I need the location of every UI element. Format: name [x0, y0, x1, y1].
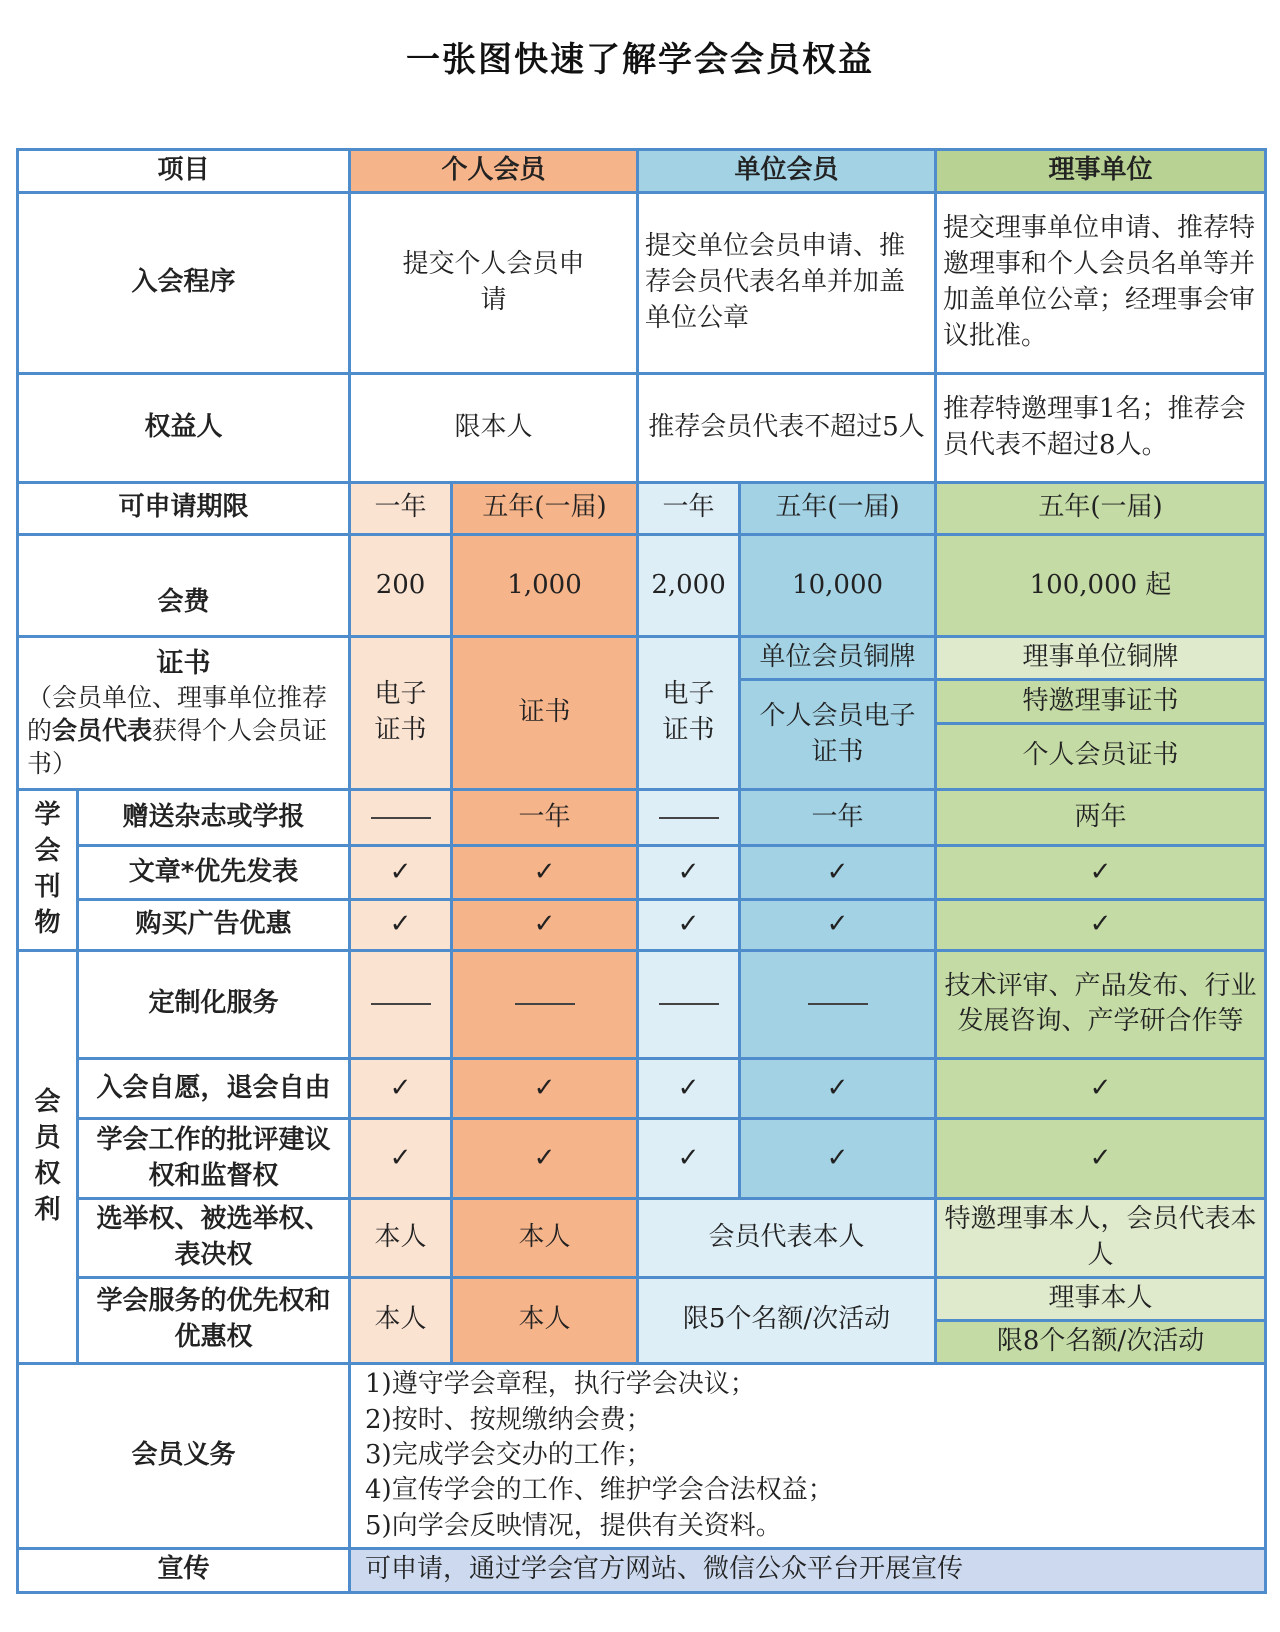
header-unit: 单位会员	[638, 150, 936, 193]
journal-unit-5y: 一年	[740, 789, 936, 845]
promo-row	[18, 1548, 1266, 1592]
period-personal-5y: 五年(一届)	[452, 482, 638, 534]
custom-personal-5y	[452, 950, 638, 1059]
promo-label: 宣传	[18, 1548, 350, 1592]
custom-row	[18, 950, 1266, 1059]
duties-row	[18, 1363, 1266, 1548]
cert-label: 证书	[156, 647, 211, 679]
priority-personal-1y: 本人	[350, 1277, 452, 1363]
journal-row	[18, 789, 1266, 845]
priority-unit: 限5个名额/次活动	[638, 1277, 936, 1363]
ad-row	[18, 900, 1266, 950]
cert-unit-1y: 电子证书	[638, 637, 740, 790]
cert-council-special: 特邀理事证书	[936, 680, 1266, 723]
priority-label: 学会服务的优先权和优惠权	[78, 1277, 350, 1363]
journal-unit-1y	[638, 789, 740, 845]
journal-council: 两年	[936, 789, 1266, 845]
custom-council: 技术评审、产品发布、行业发展咨询、产学研合作等	[936, 950, 1266, 1059]
beneficiary-row	[18, 374, 1266, 483]
check-mark: ✓	[350, 900, 452, 950]
vote-personal-5y: 本人	[452, 1198, 638, 1277]
fee-unit-5y: 10,000	[740, 534, 936, 637]
vote-unit: 会员代表本人	[638, 1198, 936, 1277]
cert-personal-1y: 电子证书	[350, 637, 452, 790]
vote-personal-1y: 本人	[350, 1198, 452, 1277]
check-mark: ✓	[638, 900, 740, 950]
custom-unit-1y	[638, 950, 740, 1059]
voluntary-label: 入会自愿，退会自由	[78, 1059, 350, 1119]
dash-mark	[515, 1003, 575, 1005]
join-personal: 提交个人会员申请	[350, 193, 638, 374]
priority-council-b: 限8个名额/次活动	[936, 1320, 1266, 1363]
header-row	[18, 150, 1266, 193]
supervise-row	[18, 1119, 1266, 1198]
cert-personal-5y: 证书	[452, 637, 638, 790]
cert-note: （会员单位、理事单位推荐的会员代表获得个人会员证书）	[27, 683, 328, 779]
cert-unit-plaque: 单位会员铜牌	[740, 637, 936, 680]
rights-group-label: 会员权利	[18, 950, 78, 1363]
join-council: 提交理事单位申请、推荐特邀理事和个人会员名单等并加盖单位公章；经理事会审议批准。	[936, 193, 1266, 374]
check-mark: ✓	[740, 1119, 936, 1198]
check-mark: ✓	[638, 1119, 740, 1198]
custom-unit-5y	[740, 950, 936, 1059]
period-unit-1y: 一年	[638, 482, 740, 534]
article-label: 文章*优先发表	[78, 846, 350, 900]
fee-personal-1y: 200	[350, 534, 452, 637]
fee-unit-1y: 2,000	[638, 534, 740, 637]
article-row	[18, 846, 1266, 900]
cert-label-cell	[18, 637, 350, 790]
dash-mark	[808, 1003, 868, 1005]
beneficiary-unit: 推荐会员代表不超过5人	[638, 374, 936, 483]
join-unit: 提交单位会员申请、推荐会员代表名单并加盖单位公章	[638, 193, 936, 374]
period-council-5y: 五年(一届)	[936, 482, 1266, 534]
check-mark: ✓	[452, 900, 638, 950]
journal-personal-1y	[350, 789, 452, 845]
check-mark: ✓	[350, 846, 452, 900]
cert-row	[18, 637, 1266, 680]
priority-council-a: 理事本人	[936, 1277, 1266, 1320]
join-row	[18, 193, 1266, 374]
journal-group-label: 学会刊物	[18, 789, 78, 950]
beneficiary-council: 推荐特邀理事1名；推荐会员代表不超过8人。	[936, 374, 1266, 483]
promo-text: 可申请，通过学会官方网站、微信公众平台开展宣传	[350, 1548, 1266, 1592]
cert-council-personal: 个人会员证书	[936, 723, 1266, 789]
check-mark: ✓	[638, 1059, 740, 1119]
cert-unit-ecert: 个人会员电子证书	[740, 680, 936, 789]
benefits-table	[16, 148, 1267, 1594]
priority-personal-5y: 本人	[452, 1277, 638, 1363]
check-mark: ✓	[936, 1119, 1266, 1198]
journal-label: 赠送杂志或学报	[78, 789, 350, 845]
check-mark: ✓	[936, 846, 1266, 900]
cert-council-plaque: 理事单位铜牌	[936, 637, 1266, 680]
fee-personal-5y: 1,000	[452, 534, 638, 637]
supervise-label: 学会工作的批评建议权和监督权	[78, 1119, 350, 1198]
journal-personal-5y: 一年	[452, 789, 638, 845]
check-mark: ✓	[936, 1059, 1266, 1119]
check-mark: ✓	[740, 1059, 936, 1119]
check-mark: ✓	[452, 1059, 638, 1119]
check-mark: ✓	[350, 1059, 452, 1119]
check-mark: ✓	[740, 846, 936, 900]
dash-mark	[659, 1003, 719, 1005]
vote-council: 特邀理事本人，会员代表本人	[936, 1198, 1266, 1277]
voluntary-row	[18, 1059, 1266, 1119]
fee-row	[18, 534, 1266, 637]
vote-row	[18, 1198, 1266, 1277]
check-mark: ✓	[350, 1119, 452, 1198]
check-mark: ✓	[936, 900, 1266, 950]
custom-personal-1y	[350, 950, 452, 1059]
join-label: 入会程序	[18, 193, 350, 374]
period-unit-5y: 五年(一届)	[740, 482, 936, 534]
check-mark: ✓	[638, 846, 740, 900]
duties-list	[350, 1363, 1266, 1548]
fee-label: 会费	[18, 534, 350, 637]
header-council: 理事单位	[936, 150, 1266, 193]
header-personal: 个人会员	[350, 150, 638, 193]
period-row	[18, 482, 1266, 534]
dash-mark	[371, 817, 431, 819]
period-personal-1y: 一年	[350, 482, 452, 534]
header-item: 项目	[18, 150, 350, 193]
page-title: 一张图快速了解学会会员权益	[406, 40, 874, 80]
duty-item: 3)完成学会交办的工作；	[365, 1440, 652, 1471]
check-mark: ✓	[452, 846, 638, 900]
duties-label: 会员义务	[18, 1363, 350, 1548]
beneficiary-personal: 限本人	[350, 374, 638, 483]
custom-label: 定制化服务	[78, 950, 350, 1059]
fee-council: 100,000 起	[936, 534, 1266, 637]
ad-label: 购买广告优惠	[78, 900, 350, 950]
check-mark: ✓	[452, 1119, 638, 1198]
priority-row	[18, 1277, 1266, 1320]
duty-item: 1)遵守学会章程，执行学会决议；	[365, 1369, 756, 1400]
duty-item: 5)向学会反映情况，提供有关资料。	[365, 1510, 782, 1541]
dash-mark	[371, 1003, 431, 1005]
dash-mark	[659, 817, 719, 819]
duty-item: 4)宣传学会的工作、维护学会合法权益；	[365, 1475, 834, 1506]
duty-item: 2)按时、按规缴纳会费；	[365, 1404, 652, 1435]
vote-label: 选举权、被选举权、表决权	[78, 1198, 350, 1277]
check-mark: ✓	[740, 900, 936, 950]
period-label: 可申请期限	[18, 482, 350, 534]
beneficiary-label: 权益人	[18, 374, 350, 483]
